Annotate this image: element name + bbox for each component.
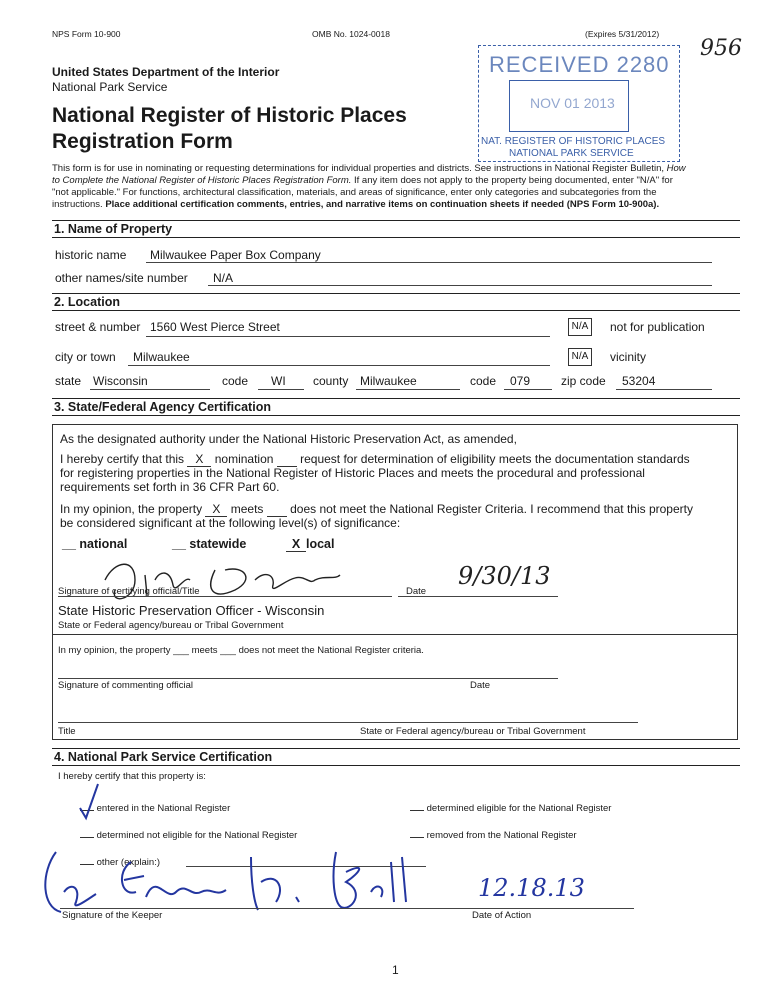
option-not-eligible-label: determined not eligible for the National Register: [96, 830, 298, 841]
handwritten-code: 956: [700, 36, 742, 61]
not-for-publication-box[interactable]: N/A: [568, 318, 592, 336]
historic-name-line: [146, 262, 712, 263]
title-line: [58, 722, 638, 723]
stamp-date-box: [509, 80, 629, 132]
zip-value[interactable]: 53204: [622, 374, 656, 388]
state-code-line: [258, 389, 304, 390]
instructions-line1b: How: [666, 163, 686, 174]
state-line: [90, 389, 210, 390]
cert-signature-label: Signature of certifying official/Title: [58, 586, 200, 597]
agency-label: State or Federal agency/bureau or Tribal Government: [58, 620, 284, 631]
county-code-label: code: [470, 374, 497, 388]
section1-heading: 1. Name of Property: [52, 220, 740, 238]
county-code-line: [504, 389, 552, 390]
vicinity-label: vicinity: [610, 350, 647, 364]
option-removed-label: removed from the National Register: [426, 830, 577, 841]
title-agency-label: State or Federal agency/bureau or Tribal Government: [360, 726, 586, 737]
other-names-value[interactable]: N/A: [213, 271, 234, 285]
request-mark[interactable]: [277, 452, 297, 467]
omb-number: OMB No. 1024-0018: [312, 29, 390, 39]
local-label: local: [306, 537, 335, 551]
action-date: 12.18.13: [478, 874, 585, 902]
does-not-meet-mark[interactable]: [267, 502, 287, 517]
instructions-line3: "not applicable." For functions, architectural classification, materials, and areas of significance, enter only categories and subcategories from the: [52, 187, 657, 198]
action-date-label: Date of Action: [472, 910, 532, 921]
stamp-received: RECEIVED 2280: [489, 52, 670, 77]
instructions-line1a: This form is for use in nominating or requesting determinations for individual properties and districts. See instructions in National Register Bulletin,: [52, 163, 667, 174]
meets-mark[interactable]: X: [205, 502, 227, 517]
option-eligible[interactable]: [410, 803, 611, 814]
instructions-line2b: If any item does not apply to the property being documented, enter "N/A" for: [351, 175, 673, 186]
not-for-publication-label: not for publication: [610, 320, 705, 334]
opinion-b: meets: [227, 502, 267, 516]
opinion-line1: [60, 502, 693, 517]
stamp-service: NATIONAL PARK SERVICE: [509, 148, 634, 159]
service: National Park Service: [52, 80, 168, 94]
cert-divider: [52, 634, 738, 635]
check-mark-icon: [76, 782, 102, 822]
cert-line2: for registering properties in the National Register of Historic Places and meets the procedural and professional: [60, 466, 645, 480]
cert-c: request for determination of eligibility meets the documentation standards: [296, 452, 690, 466]
statewide-mark: __: [172, 537, 186, 551]
comment-opinion: In my opinion, the property ___ meets ___ does not meet the National Register criteria.: [58, 645, 424, 656]
instructions: [52, 163, 738, 211]
statewide-label: statewide: [189, 537, 247, 551]
page-number: 1: [392, 963, 399, 977]
comment-signature-label: Signature of commenting official: [58, 680, 194, 691]
cert-signed-date: 9/30/13: [458, 562, 551, 590]
local-mark: X: [286, 537, 306, 552]
state-code-label: code: [222, 374, 249, 388]
title-label: Title: [58, 726, 76, 737]
nomination-mark[interactable]: X: [187, 452, 211, 467]
level-statewide[interactable]: [172, 537, 246, 551]
city-line: [128, 365, 550, 366]
historic-name-label: historic name: [55, 248, 127, 262]
other-names-line: [208, 285, 712, 286]
cert-b: nomination: [211, 452, 277, 466]
other-names-label: other names/site number: [55, 271, 188, 285]
form-id: NPS Form 10-900: [52, 29, 121, 39]
section4-heading: 4. National Park Service Certification: [52, 748, 740, 766]
zip-label: zip code: [561, 374, 606, 388]
state-code-value[interactable]: WI: [271, 374, 286, 388]
option-eligible-blank: [410, 810, 424, 811]
opinion-c: does not meet the National Register Criteria. I recommend that this property: [286, 502, 693, 516]
state-label: state: [55, 374, 82, 388]
cert-line1: [60, 452, 690, 467]
option-removed-blank: [410, 837, 424, 838]
keeper-signature-label: Signature of the Keeper: [62, 910, 163, 921]
instructions-line2a: to Complete the National Register of Historic Places Registration Form.: [52, 175, 352, 186]
keeper-signature-line: [60, 908, 634, 909]
comment-date-label: Date: [470, 680, 491, 691]
street-label: street & number: [55, 320, 141, 334]
national-label: national: [79, 537, 128, 551]
county-value[interactable]: Milwaukee: [360, 374, 417, 388]
cert-intro: As the designated authority under the National Historic Preservation Act, as amended,: [60, 432, 517, 446]
zip-line: [616, 389, 712, 390]
street-line: [146, 336, 550, 337]
state-value[interactable]: Wisconsin: [93, 374, 148, 388]
stamp-register: NAT. REGISTER OF HISTORIC PLACES: [481, 136, 666, 147]
instructions-line4a: instructions.: [52, 199, 106, 210]
department: United States Department of the Interior: [52, 65, 280, 79]
nps-intro: I hereby certify that this property is:: [58, 771, 206, 782]
form-title-line2: Registration Form: [52, 130, 233, 153]
option-entered-label: entered in the National Register: [96, 803, 231, 814]
county-label: county: [313, 374, 349, 388]
option-other-label: other (explain:): [96, 857, 161, 868]
opinion-a: In my opinion, the property: [60, 502, 206, 516]
county-code-value[interactable]: 079: [510, 374, 531, 388]
option-eligible-label: determined eligible for the National Register: [426, 803, 612, 814]
comment-signature-line: [58, 678, 558, 679]
level-national[interactable]: [62, 537, 127, 551]
cert-a: I hereby certify that this: [60, 452, 188, 466]
option-not-eligible[interactable]: [80, 830, 297, 841]
opinion-line2: be considered significant at the following level(s) of significance:: [60, 516, 401, 530]
street-value[interactable]: 1560 West Pierce Street: [150, 320, 280, 334]
cert-date-label: Date: [406, 586, 427, 597]
form-title-line1: National Register of Historic Places: [52, 104, 407, 127]
county-line: [356, 389, 460, 390]
section2-heading: 2. Location: [52, 293, 740, 311]
vicinity-box[interactable]: N/A: [568, 348, 592, 366]
cert-line3: requirements set forth in 36 CFR Part 60.: [60, 480, 280, 494]
option-not-eligible-blank: [80, 837, 94, 838]
option-removed[interactable]: [410, 830, 577, 841]
instructions-line4b: Place additional certification comments, entries, and narrative items on continuation sheets if needed (NPS Form 10-900a).: [105, 199, 660, 210]
historic-name-value[interactable]: Milwaukee Paper Box Company: [150, 248, 321, 262]
national-mark: __: [62, 537, 76, 551]
stamp-date: NOV 01 2013: [530, 95, 615, 111]
official-title: State Historic Preservation Officer - Wisconsin: [58, 603, 325, 618]
expiration: (Expires 5/31/2012): [585, 29, 660, 39]
city-label: city or town: [55, 350, 116, 364]
city-value[interactable]: Milwaukee: [133, 350, 190, 364]
option-entered[interactable]: [80, 803, 230, 814]
section3-heading: 3. State/Federal Agency Certification: [52, 398, 740, 416]
received-stamp: [478, 45, 680, 162]
